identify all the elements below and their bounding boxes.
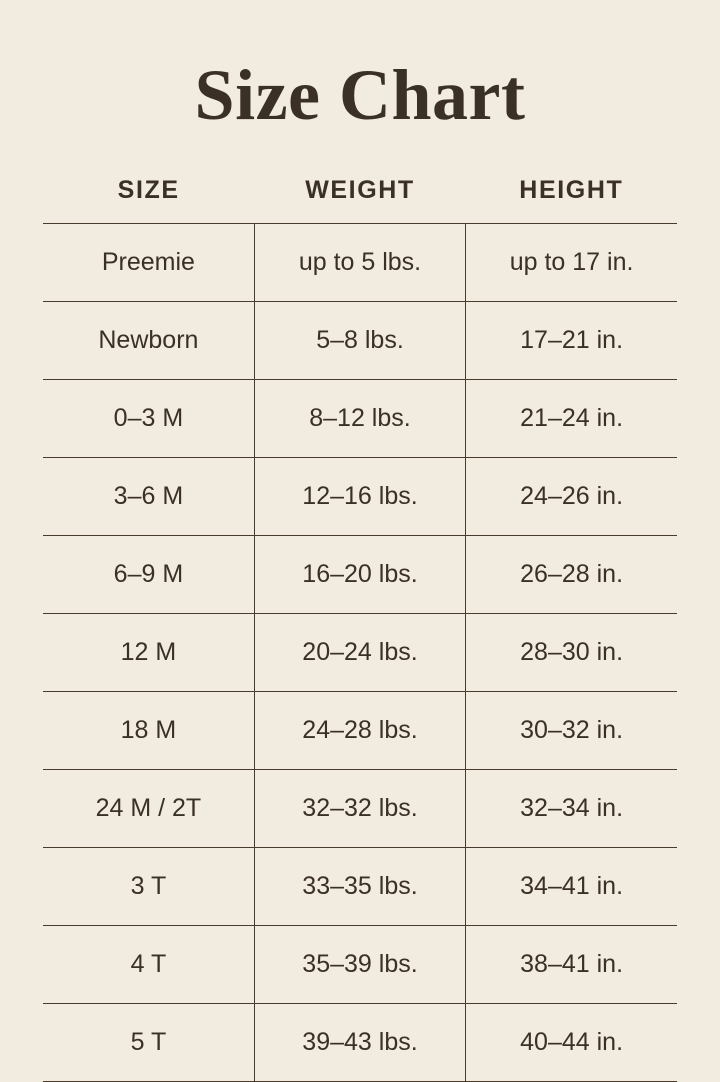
cell-height: 34–41 in. [466, 847, 677, 925]
table-row [43, 379, 677, 457]
table-row [43, 457, 677, 535]
cell-weight: 33–35 lbs. [254, 847, 465, 925]
cell-height: 38–41 in. [466, 925, 677, 1003]
cell-size: 3–6 M [43, 457, 254, 535]
column-header-weight: WEIGHT [305, 175, 415, 204]
cell-height: 21–24 in. [466, 379, 677, 457]
cell-size: 12 M [43, 613, 254, 691]
cell-weight: 32–32 lbs. [254, 769, 465, 847]
cell-size: 4 T [43, 925, 254, 1003]
table-row [43, 301, 677, 379]
table-row [43, 613, 677, 691]
column-header-height: HEIGHT [519, 175, 624, 204]
cell-weight: 8–12 lbs. [254, 379, 465, 457]
cell-size: 24 M / 2T [43, 769, 254, 847]
cell-height: 26–28 in. [466, 535, 677, 613]
cell-height: 17–21 in. [466, 301, 677, 379]
cell-height: 30–32 in. [466, 691, 677, 769]
cell-height: 40–44 in. [466, 1003, 677, 1081]
page-title: Size Chart [194, 55, 526, 135]
cell-weight: 20–24 lbs. [254, 613, 465, 691]
cell-size: 3 T [43, 847, 254, 925]
cell-size: 6–9 M [43, 535, 254, 613]
cell-size: 5 T [43, 1003, 254, 1081]
table-row [43, 847, 677, 925]
cell-weight: 12–16 lbs. [254, 457, 465, 535]
cell-size: Newborn [43, 301, 254, 379]
table-row [43, 769, 677, 847]
table-row [43, 925, 677, 1003]
size-chart-table [43, 176, 677, 1082]
table-row [43, 1003, 677, 1081]
cell-weight: 39–43 lbs. [254, 1003, 465, 1081]
table-row [43, 535, 677, 613]
table-header-row [43, 176, 677, 224]
cell-weight: 35–39 lbs. [254, 925, 465, 1003]
cell-weight: 16–20 lbs. [254, 535, 465, 613]
column-header-size: SIZE [117, 175, 180, 204]
cell-height: 24–26 in. [466, 457, 677, 535]
table-row [43, 223, 677, 301]
cell-height: 28–30 in. [466, 613, 677, 691]
cell-size: 0–3 M [43, 379, 254, 457]
cell-weight: 24–28 lbs. [254, 691, 465, 769]
cell-height: 32–34 in. [466, 769, 677, 847]
size-chart-table-container [43, 134, 677, 1082]
table-row [43, 691, 677, 769]
cell-size: 18 M [43, 691, 254, 769]
table-header [43, 176, 677, 224]
cell-size: Preemie [43, 223, 254, 301]
cell-weight: up to 5 lbs. [254, 223, 465, 301]
cell-weight: 5–8 lbs. [254, 301, 465, 379]
cell-height: up to 17 in. [466, 223, 677, 301]
table-body [43, 223, 677, 1081]
